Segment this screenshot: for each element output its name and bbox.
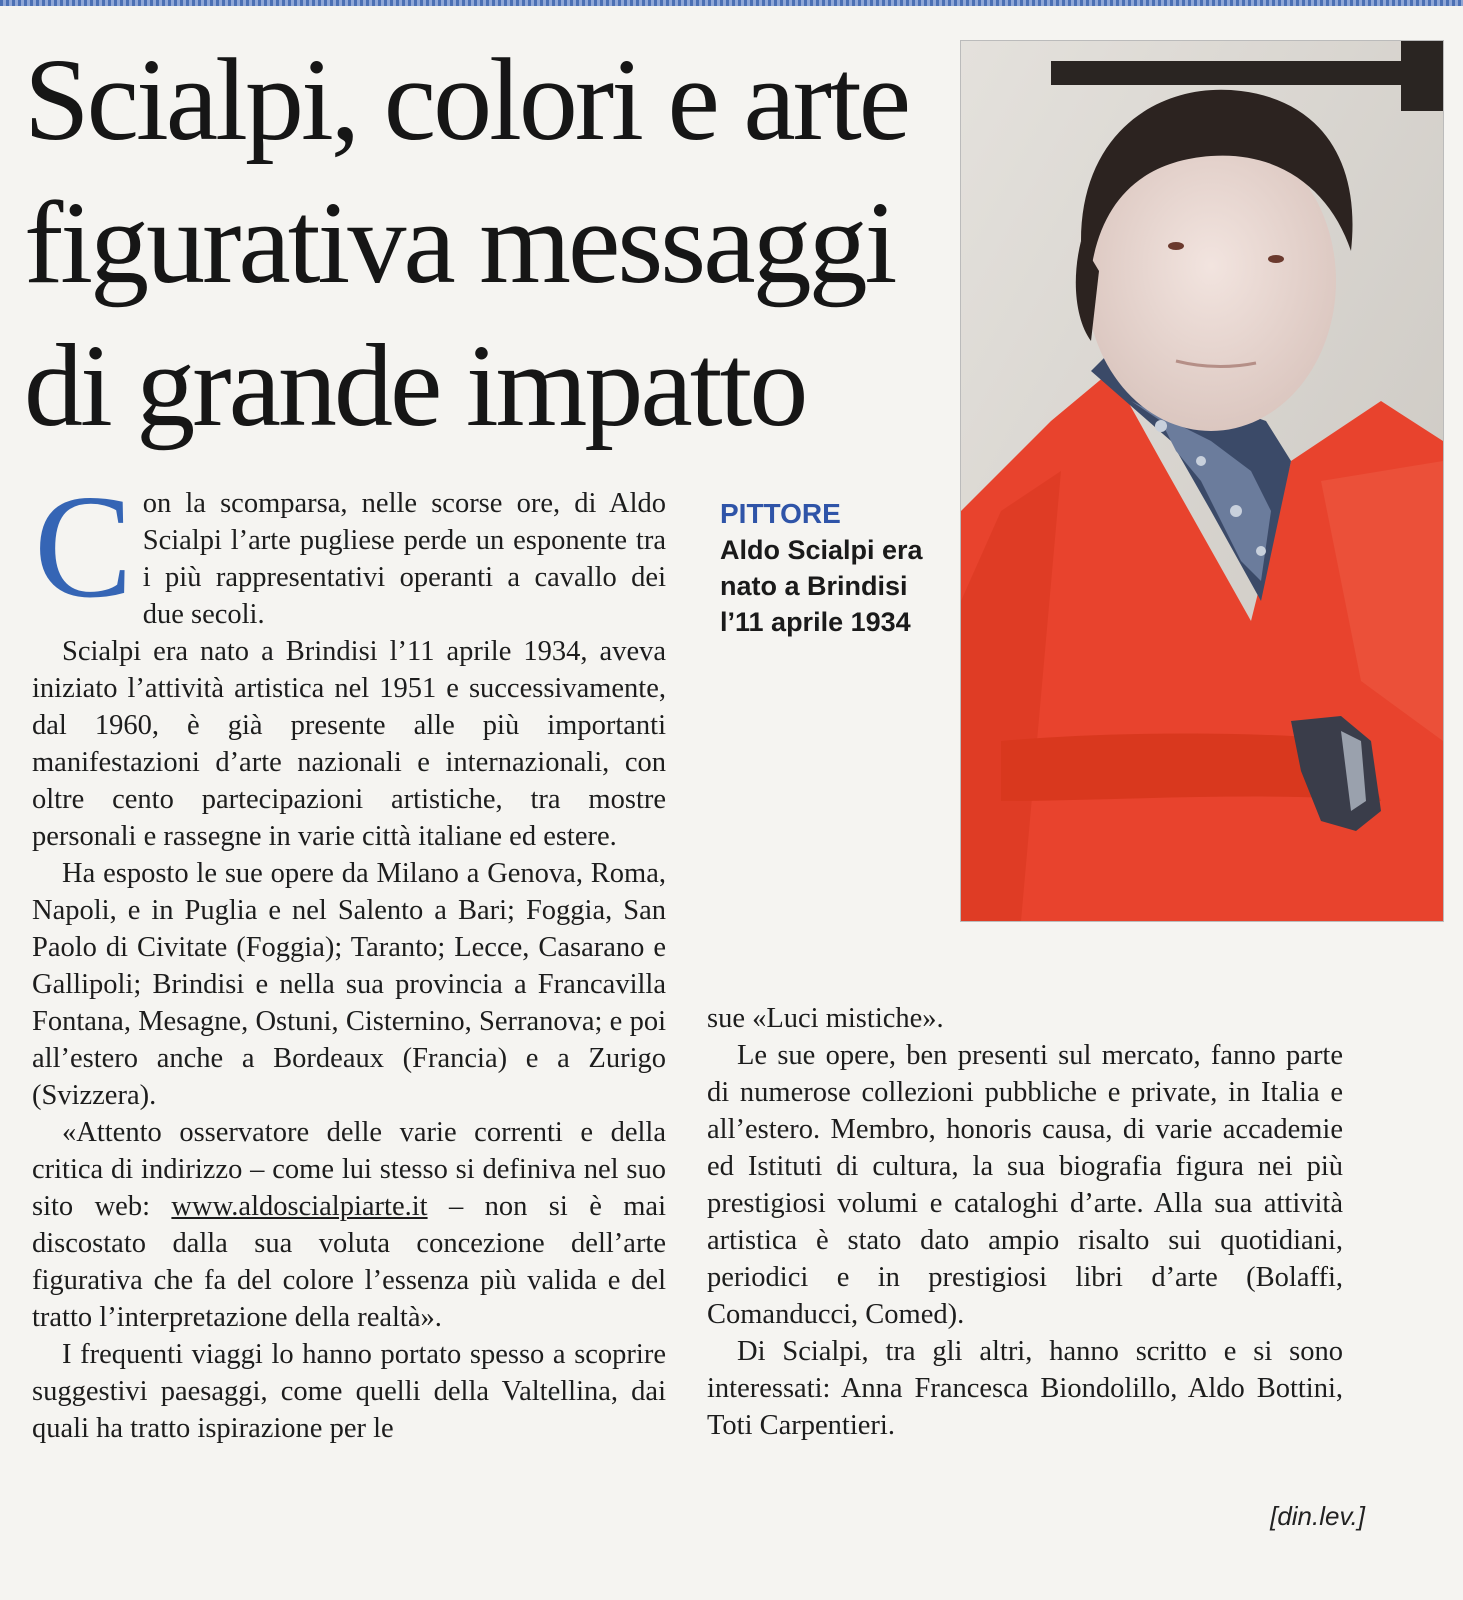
paragraph-7: Di Scialpi, tra gli altri, hanno scritto e si sono interessati: Anna Francesca Biondolillo, Aldo Bottini, Toti Carpentieri. [707, 1336, 1343, 1441]
drop-cap: C [34, 465, 133, 629]
photo-caption [720, 496, 940, 640]
portrait-photo [960, 40, 1444, 922]
paragraph-5-start: I frequenti viaggi lo hanno portato spesso a scoprire suggestivi paesaggi, come quelli della Valtellina, dai quali ha tratto ispirazione per le [32, 1339, 666, 1444]
author-signature: [din.lev.] [1270, 1501, 1365, 1531]
paragraph-3: Ha esposto le sue opere da Milano a Genova, Roma, Napoli, e in Puglia e nel Salento a Bari; Foggia, San Paolo di Civitate (Foggia); Taranto; Lecce, Casarano e Gallipoli; Brindisi e nella sua provincia a Francavilla Fontana, Mesagne, Ostuni, Cisternino, Serranova; e poi all’estero anche a Bordeaux (Francia) e a Zurigo (Svizzera). [32, 858, 666, 1111]
paragraph-2: Scialpi era nato a Brindisi l’11 aprile 1934, aveva iniziato l’attività artistica nel 1951 e successivamente, dal 1960, è già presente alle più importanti manifestazioni d’arte nazionali e internazionali, con oltre cento partecipazioni artistiche, tra mostre personali e rassegne in varie città italiane ed estere. [32, 636, 666, 852]
paragraph-4 [32, 1114, 666, 1336]
paragraph-5-end: sue «Luci mistiche». [707, 1003, 944, 1034]
article-column-right [707, 1000, 1343, 1444]
paragraph-1 [32, 465, 666, 633]
paragraph-4-after: – non si è mai discostato dalla sua voluta concezione dell’arte figurativa che fa del colore l’essenza più valida e del tratto l’interpretazione della realtà». [32, 1191, 666, 1333]
paragraph-4-before: «Attento osservatore delle varie correnti e della critica di indirizzo – come lui stesso si definiva nel suo sito web: [32, 1117, 666, 1222]
article-column-left [32, 465, 666, 1447]
caption-label: PITTORE [720, 498, 841, 529]
website-link[interactable]: www.aldoscialpiarte.it [171, 1191, 428, 1222]
paragraph-6: Le sue opere, ben presenti sul mercato, fanno parte di numerose collezioni pubbliche e private, in Italia e all’estero. Membro, honoris causa, di varie accademie ed Istituti di cultura, la sua biografia figura nei più prestigiosi volumi e cataloghi d’arte. Alla sua attività artistica è stato dato ampio risalto sui quotidiani, periodici e in prestigiosi libri d’arte (Bolaffi, Comanducci, Comed). [707, 1040, 1343, 1330]
headline: Scialpi, colori e arte figurativa messaggi di grande impatto [24, 34, 909, 451]
caption-text: Aldo Scialpi era nato a Brindisi l’11 aprile 1934 [720, 535, 923, 637]
top-rule [0, 0, 1463, 6]
paragraph-1-text: on la scomparsa, nelle scorse ore, di Aldo Scialpi l’arte pugliese perde un esponente tra i più rappresentativi operanti a cavallo dei due secoli. [142, 488, 666, 630]
